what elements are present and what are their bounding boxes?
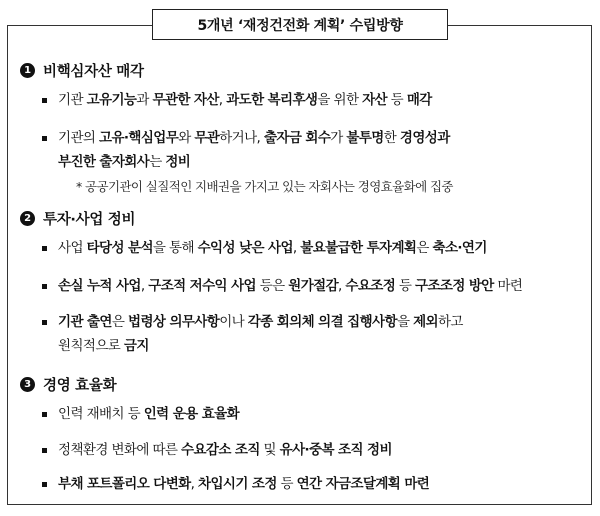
emphasis-text: 부채 포트폴리오 다변화 (58, 476, 191, 492)
body-text: 한 (383, 130, 400, 146)
item-line (58, 274, 588, 298)
body-text: 을 위한 (317, 92, 363, 108)
emphasis-text: 구조적 저수익 사업 (148, 278, 256, 294)
emphasis-text: 무관 (194, 130, 220, 146)
item-line (58, 126, 588, 150)
section-heading-text: 비핵심자산 매각 (43, 63, 144, 80)
emphasis-text: 금지 (123, 338, 149, 354)
emphasis-text: 기관 출연 (58, 314, 112, 330)
emphasis-text: 각종 회의체 의결 집행사항 (247, 314, 397, 330)
section-2 (18, 206, 588, 354)
square-bullet-icon (42, 98, 47, 103)
emphasis-text: 불투명 (346, 130, 384, 146)
body-text: 마련 (493, 278, 523, 294)
body-text: 기관 (58, 92, 87, 108)
section-number-badge: 2 (20, 211, 35, 226)
body-text: 정책환경 변화에 따른 (58, 442, 182, 458)
emphasis-text: 차입시기 조정 (198, 476, 277, 492)
body-text: 및 (259, 442, 280, 458)
emphasis-text: 축소·연기 (432, 240, 487, 256)
emphasis-text: 수요조정 (345, 278, 396, 294)
square-bullet-icon (42, 246, 47, 251)
item-line (58, 472, 588, 496)
emphasis-text: 법령상 의무사항 (128, 314, 220, 330)
emphasis-text: 매각 (406, 92, 432, 108)
body-text: , (338, 278, 346, 294)
section-number-badge: 1 (20, 63, 35, 78)
body-text: , (140, 278, 149, 294)
body-text: 등 (386, 92, 407, 108)
body-text: 인력 재배치 등 (58, 406, 144, 422)
emphasis-text: 수요감소 조직 (181, 442, 260, 458)
square-bullet-icon (42, 412, 47, 417)
bullet-item (18, 438, 588, 462)
body-text: , (190, 476, 199, 492)
item-line (58, 438, 588, 462)
body-text: 가 (330, 130, 347, 146)
section-heading (18, 372, 588, 396)
item-line (58, 334, 588, 358)
item-line (58, 236, 588, 260)
emphasis-text: 연간 자금조달계획 마련 (296, 476, 430, 492)
emphasis-text: 구조조정 방안 (415, 278, 494, 294)
emphasis-text: 정비 (165, 154, 191, 170)
emphasis-text: 인력 운용 효율화 (143, 406, 240, 422)
body-text: , (218, 92, 227, 108)
section-number-badge: 3 (20, 377, 35, 392)
body-text: 등 (395, 278, 415, 294)
emphasis-text: 무관한 자산 (152, 92, 219, 108)
emphasis-text: 타당성 분석 (86, 240, 153, 256)
emphasis-text: 과도한 복리후생 (226, 92, 318, 108)
body-text: 하고 (437, 314, 463, 330)
body-text: 와 (178, 130, 195, 146)
section-heading (18, 206, 588, 230)
body-text: 이나 (219, 314, 248, 330)
square-bullet-icon (42, 482, 47, 487)
body-text: 하거나, (219, 130, 264, 146)
body-text: 사업 (58, 240, 87, 256)
emphasis-text: 고유·핵심업무 (99, 130, 179, 146)
bullet-item (18, 402, 588, 426)
square-bullet-icon (42, 448, 47, 453)
emphasis-text: 손실 누적 사업 (58, 278, 141, 294)
body-text: 등은 (255, 278, 289, 294)
emphasis-text: 수익성 낮은 사업 (197, 240, 293, 256)
bullet-item (18, 126, 588, 174)
emphasis-text: 유사·중복 조직 정비 (279, 442, 392, 458)
emphasis-text: 경영성과 (399, 130, 450, 146)
body-text: , (292, 240, 301, 256)
body-text: 원칙적으로 (58, 338, 124, 354)
item-line (58, 310, 588, 334)
emphasis-text: 원가절감 (288, 278, 339, 294)
emphasis-text: 고유기능 (86, 92, 137, 108)
emphasis-text: 불요불급한 투자계획 (300, 240, 417, 256)
section-heading-text: 투자·사업 정비 (43, 211, 136, 228)
body-text: 은 (111, 314, 129, 330)
emphasis-text: 자산 (362, 92, 387, 108)
body-text: 등 (276, 476, 297, 492)
bullet-item (18, 472, 588, 496)
item-line (58, 402, 588, 426)
bullet-item (18, 88, 588, 112)
item-line (58, 150, 588, 174)
item-line (58, 88, 588, 112)
body-text: 을 (396, 314, 414, 330)
body-text: 을 통해 (152, 240, 198, 256)
section-1 (18, 58, 588, 194)
body-text: 기관의 (58, 130, 100, 146)
section-heading-text: 경영 효율화 (43, 377, 117, 394)
emphasis-text: 출자금 회수 (263, 130, 331, 146)
emphasis-text: 제외 (413, 314, 438, 330)
square-bullet-icon (42, 136, 47, 141)
body-text: 은 (416, 240, 433, 256)
body-text: 과 (136, 92, 153, 108)
square-bullet-icon (42, 320, 47, 325)
bullet-item (18, 236, 588, 260)
body-text: 는 (149, 154, 166, 170)
document-title: 5개년 ‘재정건전화 계획’ 수립방향 (152, 9, 448, 40)
footnote: * 공공기관이 실질적인 지배권을 가지고 있는 자회사는 경영효율화에 집중 (76, 179, 453, 194)
section-3 (18, 372, 588, 492)
section-heading (18, 58, 588, 82)
bullet-item (18, 310, 588, 358)
emphasis-text: 부진한 출자회사 (58, 154, 150, 170)
bullet-item (18, 274, 588, 298)
square-bullet-icon (42, 284, 47, 289)
